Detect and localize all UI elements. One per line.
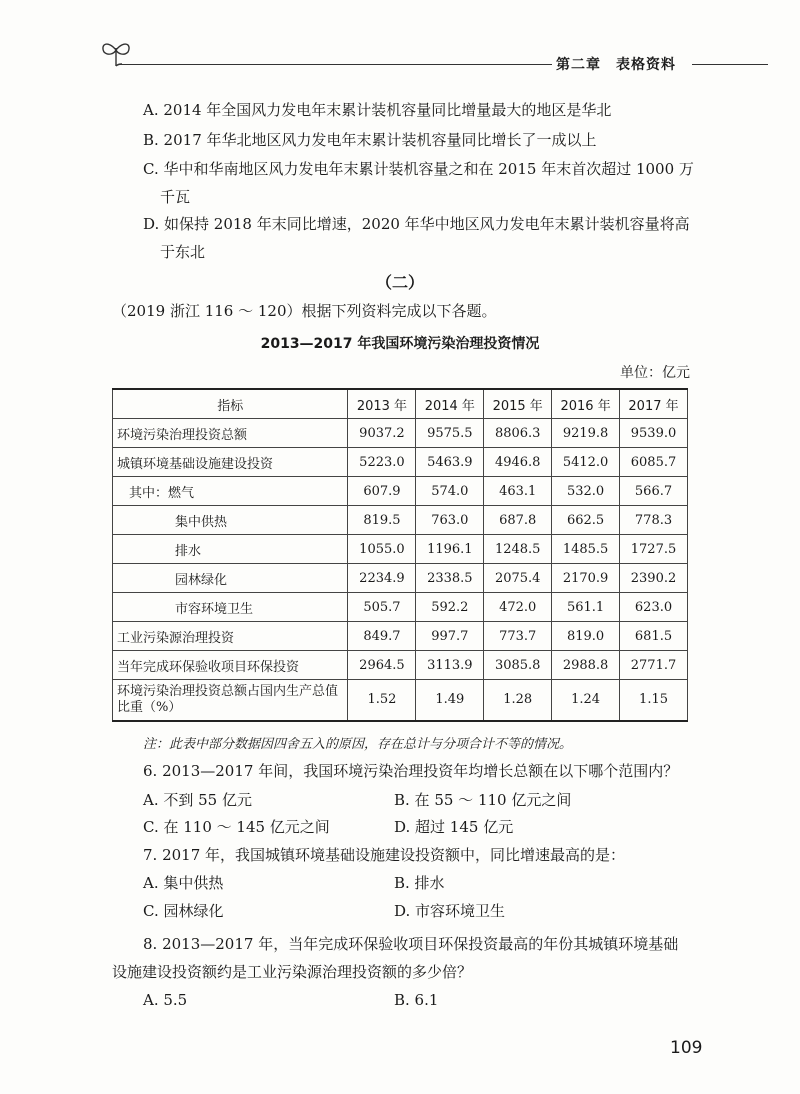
row-label: 园林绿化 <box>113 564 348 593</box>
table-row <box>113 651 688 680</box>
option-d: D. 如保持 2018 年末同比增速，2020 年华中地区风力发电年末累计装机容量将高 <box>143 215 690 233</box>
table-row <box>113 593 688 622</box>
table-cell: 1055.0 <box>348 535 416 564</box>
table-row <box>113 477 688 506</box>
table-note: 注：此表中部分数据因四舍五入的原因，存在总计与分项合计不等的情况。 <box>143 737 573 752</box>
header-cell: 2014 年 <box>416 389 484 419</box>
table-cell: 1.52 <box>348 680 416 722</box>
row-label: 环境污染治理投资总额占国内生产总值比重（%） <box>113 680 348 722</box>
table-cell: 778.3 <box>620 506 688 535</box>
page-number: 109 <box>670 1038 703 1058</box>
header-cell: 2013 年 <box>348 389 416 419</box>
table-cell: 2988.8 <box>552 651 620 680</box>
option-b: B. 2017 年华北地区风力发电年末累计装机容量同比增长了一成以上 <box>143 131 597 149</box>
row-label: 城镇环境基础设施建设投资 <box>113 448 348 477</box>
option-d-cont: 于东北 <box>160 243 206 261</box>
table-unit: 单位：亿元 <box>620 365 690 381</box>
question-6-option-d: D. 超过 145 亿元 <box>394 818 514 836</box>
question-6-stem: 6. 2013—2017 年间，我国环境污染治理投资年均增长总额在以下哪个范围内？ <box>143 762 679 780</box>
table-cell: 2234.9 <box>348 564 416 593</box>
row-label: 当年完成环保验收项目环保投资 <box>113 651 348 680</box>
table-cell: 9037.2 <box>348 419 416 448</box>
table-cell: 1485.5 <box>552 535 620 564</box>
question-6-option-b: B. 在 55 ～ 110 亿元之间 <box>394 791 572 809</box>
question-6-option-c: C. 在 110 ～ 145 亿元之间 <box>143 818 330 836</box>
table-cell: 5412.0 <box>552 448 620 477</box>
table-cell: 561.1 <box>552 593 620 622</box>
row-label: 工业污染源治理投资 <box>113 622 348 651</box>
table-cell: 6085.7 <box>620 448 688 477</box>
row-label: 集中供热 <box>113 506 348 535</box>
option-a: A. 2014 年全国风力发电年末累计装机容量同比增量最大的地区是华北 <box>143 101 612 119</box>
question-8-option-a: A. 5.5 <box>143 991 188 1009</box>
table-row <box>113 448 688 477</box>
table-cell: 2390.2 <box>620 564 688 593</box>
table-cell: 1.24 <box>552 680 620 722</box>
table-cell: 997.7 <box>416 622 484 651</box>
table-cell: 9575.5 <box>416 419 484 448</box>
question-7-option-d: D. 市容环境卫生 <box>394 902 506 920</box>
section-title: （二） <box>375 273 424 292</box>
table-row <box>113 680 688 722</box>
question-8-option-b: B. 6.1 <box>394 991 439 1009</box>
question-8-stem-cont: 设施建设投资额约是工业污染源治理投资额的多少倍？ <box>112 963 473 981</box>
table-cell: 2771.7 <box>620 651 688 680</box>
row-label: 排水 <box>113 535 348 564</box>
option-c-cont: 千瓦 <box>160 188 191 206</box>
table-cell: 472.0 <box>484 593 552 622</box>
table-cell: 662.5 <box>552 506 620 535</box>
table-cell: 9539.0 <box>620 419 688 448</box>
question-7-stem: 7. 2017 年，我国城镇环境基础设施建设投资额中，同比增速最高的是： <box>143 846 626 864</box>
table-cell: 623.0 <box>620 593 688 622</box>
table-cell: 819.0 <box>552 622 620 651</box>
question-7-option-b: B. 排水 <box>394 874 445 892</box>
table-cell: 592.2 <box>416 593 484 622</box>
table-cell: 3113.9 <box>416 651 484 680</box>
table-cell: 1.28 <box>484 680 552 722</box>
table-cell: 1.49 <box>416 680 484 722</box>
table-title: 2013—2017 年我国环境污染治理投资情况 <box>260 336 540 352</box>
header-cell: 2015 年 <box>484 389 552 419</box>
question-7-option-c: C. 园林绿化 <box>143 902 224 920</box>
question-8-stem: 8. 2013—2017 年，当年完成环保验收项目环保投资最高的年份其城镇环境基础 <box>143 935 679 953</box>
option-c: C. 华中和华南地区风力发电年末累计装机容量之和在 2015 年末首次超过 1000 万 <box>143 160 694 178</box>
table-cell: 773.7 <box>484 622 552 651</box>
header-cell: 2017 年 <box>620 389 688 419</box>
table-row <box>113 535 688 564</box>
table-cell: 2338.5 <box>416 564 484 593</box>
table-cell: 1.15 <box>620 680 688 722</box>
leaf-ornament-icon <box>96 36 136 74</box>
table-cell: 849.7 <box>348 622 416 651</box>
table-cell: 532.0 <box>552 477 620 506</box>
header-cell: 指标 <box>113 389 348 419</box>
table-cell: 8806.3 <box>484 419 552 448</box>
table-row <box>113 419 688 448</box>
table-cell: 2170.9 <box>552 564 620 593</box>
table-row <box>113 622 688 651</box>
table-cell: 607.9 <box>348 477 416 506</box>
section-intro: （2019 浙江 116 ～ 120）根据下列资料完成以下各题。 <box>112 302 497 320</box>
row-label: 环境污染治理投资总额 <box>113 419 348 448</box>
question-6-option-a: A. 不到 55 亿元 <box>143 791 252 809</box>
table-cell: 5223.0 <box>348 448 416 477</box>
table-row <box>113 564 688 593</box>
table-cell: 2075.4 <box>484 564 552 593</box>
table-header-row <box>113 389 688 419</box>
table-cell: 687.8 <box>484 506 552 535</box>
table-cell: 5463.9 <box>416 448 484 477</box>
table-cell: 819.5 <box>348 506 416 535</box>
investment-table <box>112 388 688 722</box>
table-cell: 681.5 <box>620 622 688 651</box>
table-cell: 3085.8 <box>484 651 552 680</box>
table-cell: 1727.5 <box>620 535 688 564</box>
table-row <box>113 506 688 535</box>
table-cell: 1248.5 <box>484 535 552 564</box>
table-cell: 9219.8 <box>552 419 620 448</box>
table-cell: 463.1 <box>484 477 552 506</box>
table-cell: 1196.1 <box>416 535 484 564</box>
table-cell: 4946.8 <box>484 448 552 477</box>
chapter-title: 第二章 表格资料 <box>556 57 676 73</box>
table-cell: 574.0 <box>416 477 484 506</box>
row-label: 其中：燃气 <box>113 477 348 506</box>
header-cell: 2016 年 <box>552 389 620 419</box>
table-cell: 566.7 <box>620 477 688 506</box>
question-7-option-a: A. 集中供热 <box>143 874 224 892</box>
table-cell: 505.7 <box>348 593 416 622</box>
row-label: 市容环境卫生 <box>113 593 348 622</box>
table-cell: 2964.5 <box>348 651 416 680</box>
table-cell: 763.0 <box>416 506 484 535</box>
